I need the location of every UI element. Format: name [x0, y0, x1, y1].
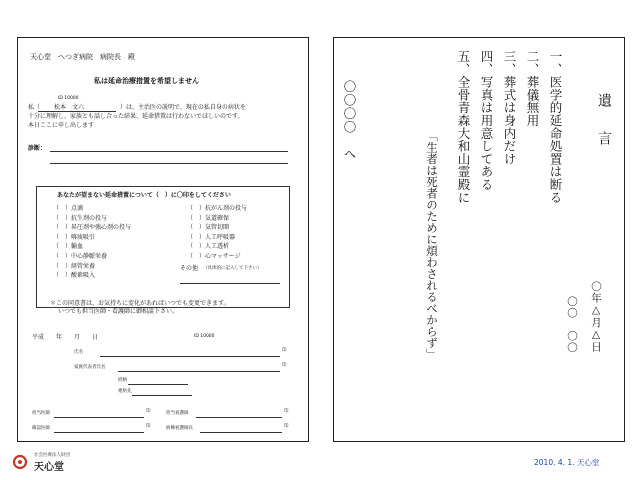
patient-name-line[interactable] [100, 356, 280, 357]
will-item-4: 四、写真は用意してある [479, 50, 494, 191]
form-diagnosis-label: 診断： [28, 145, 47, 152]
org-name: 天心堂 [34, 462, 64, 473]
diagnosis-line-2 [50, 163, 288, 164]
will-date: 〇年△月△日 [590, 281, 602, 353]
seal-mark: 印 [284, 409, 289, 414]
form-note-line1: ＊この同意書は、お気持ちに変化があればいつでも変更できます。 [50, 300, 230, 307]
nurse-line[interactable] [196, 417, 282, 418]
footer-date: 2010. 4. 1. 天心堂 [534, 458, 600, 467]
refusal-form [17, 37, 309, 442]
measures-box [36, 186, 290, 308]
form-contact-label: 連絡先 [118, 389, 132, 394]
form-id-mark: ID 10000 [58, 96, 79, 101]
form-addressee: 天心堂 へつぎ病院 病院長 殿 [30, 53, 135, 61]
form-note-line2: いつでも担当医師・看護師に御相談下さい。 [58, 308, 179, 315]
measure-item[interactable]: （ ）気管切開 [187, 224, 230, 232]
tenshindo-mark-icon [10, 452, 30, 472]
contact-line[interactable] [132, 395, 192, 396]
form-confirm-doctor-label: 確認医師 [32, 426, 50, 431]
measure-item[interactable]: （ ）昇圧剤や強心剤の投与 [53, 224, 132, 232]
form-name-underline [38, 111, 116, 112]
form-name-label: 氏名 [74, 350, 83, 355]
will-signer: 〇〇 〇〇 [566, 296, 578, 354]
seal-mark: 印 [146, 409, 151, 414]
left-measures-list [53, 204, 131, 281]
will-document [333, 37, 625, 442]
form-paragraph-line3: 本日ここに申し出します [28, 122, 95, 129]
will-item-1: 一、医学的延命処置は断る [548, 50, 563, 204]
measure-item[interactable]: （ ）抗生剤の投与 [53, 214, 108, 222]
measure-item[interactable]: （ ）中心静脈栄養 [53, 252, 108, 260]
seal-mark: 印 [282, 348, 287, 353]
form-title: 私は延命治療措置を希望しません [94, 77, 199, 85]
will-recipient: 〇〇〇〇 へ [342, 80, 357, 161]
will-title: 遺 言 [596, 93, 612, 150]
measure-item[interactable]: （ ）点滴 [53, 205, 84, 212]
form-doctor-label: 担当医師 [32, 411, 50, 416]
measure-item[interactable]: （ ）抗がん剤の投与 [187, 205, 248, 212]
seal-mark: 印 [284, 424, 289, 429]
doctor-line[interactable] [54, 417, 144, 418]
measure-item[interactable]: （ ）経管栄養 [53, 262, 96, 270]
measure-item[interactable]: （ ）輸血 [53, 243, 84, 251]
diagnosis-line-1 [50, 151, 288, 152]
relation-line[interactable] [128, 384, 188, 385]
will-item-2: 二、葬儀無用 [525, 50, 540, 127]
form-paragraph-line2: 十分に理解し、家族とも話し合った結果、延命措置は行わないでほしいのです。 [28, 113, 244, 120]
measure-item[interactable]: （ ）人工透析 [187, 243, 230, 251]
measure-item[interactable]: （ ）人工呼吸器 [187, 233, 236, 241]
measures-box-title: あなたが望まない延命措置について（ ）に〇印をしてください [57, 192, 231, 199]
form-name-value: 松本 文六 [54, 104, 85, 111]
form-head-nurse-label: 病棟看護師長 [166, 426, 193, 431]
measure-item[interactable]: （ ）気道確保 [187, 214, 230, 222]
right-measures-list [187, 204, 247, 262]
form-name-prefix: 私（ [28, 104, 41, 111]
seal-mark: 印 [282, 363, 287, 368]
confirm-doctor-line[interactable] [54, 432, 144, 433]
measure-item[interactable]: （ ）喀痰吸引 [53, 233, 96, 241]
measure-item[interactable]: （ ）心マッサージ [187, 252, 241, 260]
family-name-line[interactable] [118, 371, 280, 372]
form-family-label: 家族代表者氏名 [74, 365, 106, 370]
measure-other-line[interactable] [180, 283, 280, 284]
will-item-3: 三、葬式は身内だけ [502, 50, 517, 166]
head-nurse-line[interactable] [200, 432, 282, 433]
measure-item[interactable]: （ ）酸素吸入 [53, 272, 96, 280]
form-paragraph-line1: ）は、主治医の説明で、現在の私自身の病状を [120, 104, 246, 111]
form-date-label: 平成 年 月 日 [32, 334, 99, 341]
measure-other-note: （具体的に記入して下さい） [203, 266, 262, 271]
will-quote: 「生者は死者のために煩わされるべからず」 [425, 130, 439, 360]
measure-other-label: その他 [180, 265, 199, 272]
form-id-mark2: ID 10000 [194, 334, 215, 339]
org-small-name: 社会医療法人財団 [34, 453, 70, 458]
form-relation-label: 続柄 [118, 378, 127, 383]
form-nurse-label: 担当看護師 [166, 411, 189, 416]
seal-mark: 印 [146, 424, 151, 429]
will-item-5: 五、全骨青森大和山霊殿に [456, 50, 471, 204]
